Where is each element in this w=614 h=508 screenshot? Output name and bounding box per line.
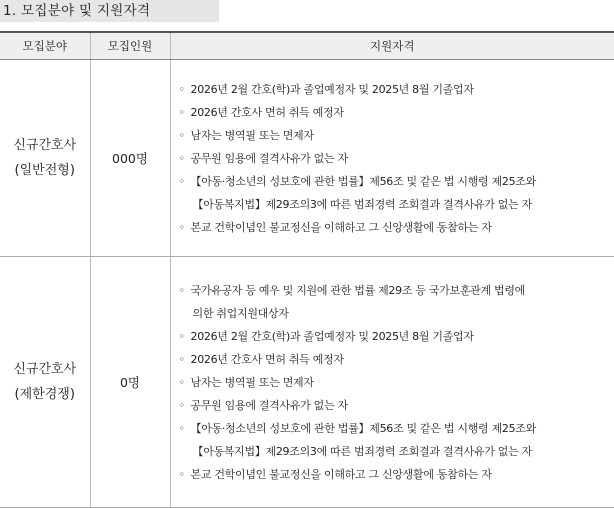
field-cell xyxy=(0,257,90,508)
qualification-item: ◦ 국가유공자 등 예우 및 지원에 관한 법률 제29조 등 국가보훈관계 법령에 의한 취업지원대상자 xyxy=(178,283,525,320)
qualification-item: ◦ 2026년 2월 간호(학)과 졸업예정자 및 2025년 8월 기졸업자 xyxy=(178,82,474,96)
field-type: (일반전형) xyxy=(14,163,75,178)
qualification-item: ◦ 【아동·청소년의 성보호에 관한 법률】제56조 및 같은 법 시행령 제25조와 【아동복지법】제29조의3에 따른 범죄경력 조회결과 결격사유가 없는 자 xyxy=(178,421,536,458)
field-type: (제한경쟁) xyxy=(14,387,75,402)
table-row-general xyxy=(0,60,614,257)
qualification-item: ◦ 2026년 간호사 면허 취득 예정자 xyxy=(178,352,344,366)
header-qualification: 지원자격 xyxy=(170,32,614,60)
qualification-item: ◦ 2026년 간호사 면허 취득 예정자 xyxy=(178,105,344,119)
section-title: 1. 모집분야 및 지원자격 xyxy=(0,0,219,22)
field-name: 신규간호사 xyxy=(13,138,77,153)
qualification-item: ◦ 공무원 임용에 결격사유가 없는 자 xyxy=(178,151,348,165)
qualification-item: ◦ 공무원 임용에 결격사유가 없는 자 xyxy=(178,398,348,412)
header-field: 모집분야 xyxy=(0,32,90,60)
qualification-item: ◦ 본교 건학이념인 불교정신을 이해하고 그 신앙생활에 동참하는 자 xyxy=(178,467,492,481)
qualification-item: ◦ 【아동·청소년의 성보호에 관한 법률】제56조 및 같은 법 시행령 제25조와 【아동복지법】제29조의3에 따른 범죄경력 조회결과 결격사유가 없는 자 xyxy=(178,174,536,211)
qualification-cell xyxy=(170,60,614,257)
qualification-item: ◦ 본교 건학이념인 불교정신을 이해하고 그 신앙생활에 동참하는 자 xyxy=(178,220,492,234)
table-header-row xyxy=(0,32,614,60)
recruitment-table xyxy=(0,31,614,508)
qualification-cell xyxy=(170,257,614,508)
field-name: 신규간호사 xyxy=(13,362,77,377)
count-cell: 000명 xyxy=(90,60,170,257)
qualification-item: ◦ 2026년 2월 간호(학)과 졸업예정자 및 2025년 8월 기졸업자 xyxy=(178,329,474,343)
header-count: 모집인원 xyxy=(90,32,170,60)
count-cell: 0명 xyxy=(90,257,170,508)
field-cell xyxy=(0,60,90,257)
qualification-item: ◦ 남자는 병역필 또는 면제자 xyxy=(178,375,314,389)
qualification-item: ◦ 남자는 병역필 또는 면제자 xyxy=(178,128,314,142)
table-row-restricted xyxy=(0,257,614,508)
